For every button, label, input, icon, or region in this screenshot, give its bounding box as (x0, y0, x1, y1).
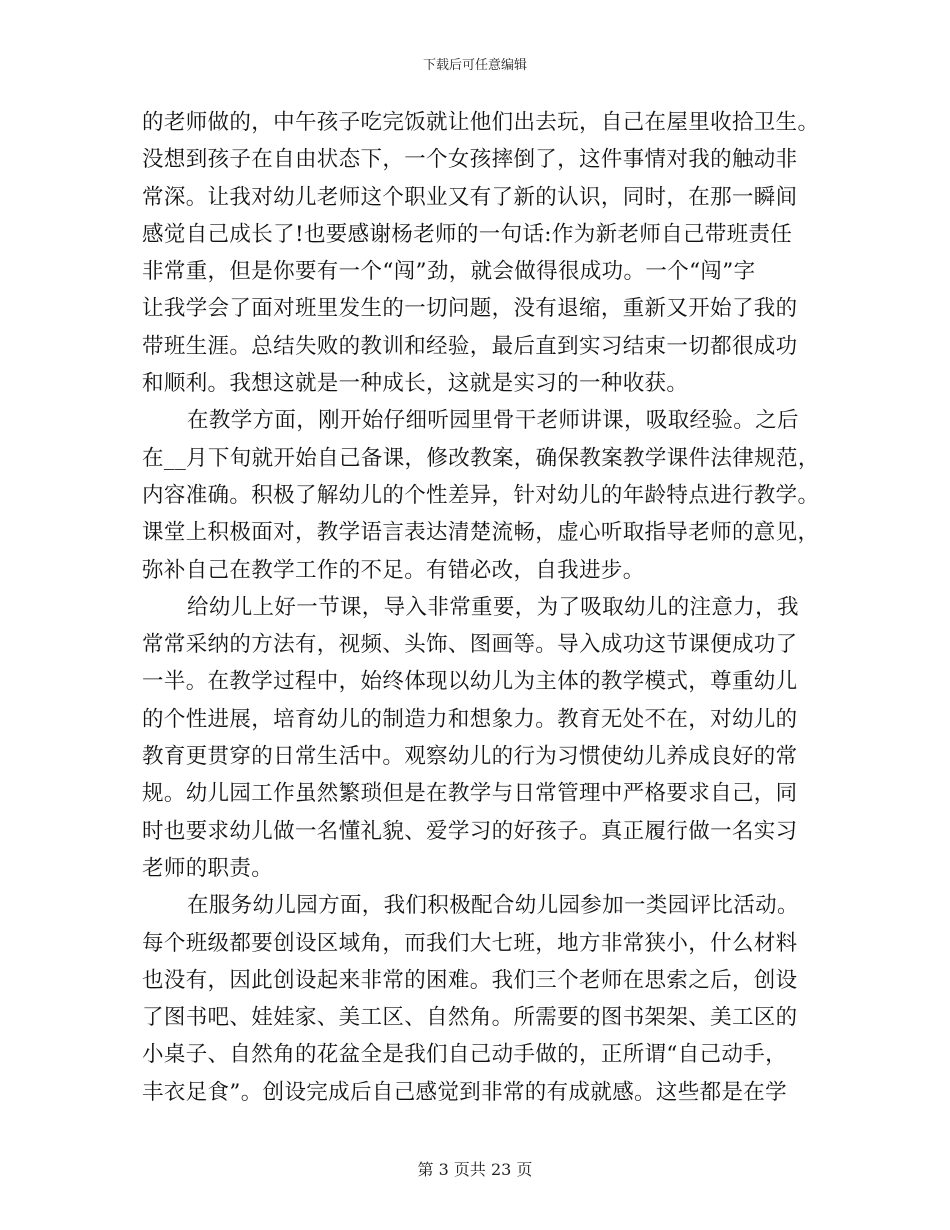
page-footer: 第 3 页共 23 页 (417, 1160, 533, 1179)
text-line: 带班生涯。总结失败的教训和经验，最后直到实习结束一切都很成功 (142, 333, 798, 359)
text-line: 和顺利。我想这就是一种成长，这就是实习的一种收获。 (142, 371, 689, 397)
text-line: 丰衣足食”。创设完成后自己感觉到非常的有成就感。这些都是在学 (142, 1079, 787, 1105)
text-line: 每个班级都要创设区域角，而我们大七班，地方非常狭小，什么材料 (142, 930, 798, 956)
paragraph-first-line: 在服务幼儿园方面，我们积极配合幼儿园参加一类园评比活动。 (187, 893, 799, 919)
text-line: 了图书吧、娃娃家、美工区、自然角。所需要的图书架架、美工区的 (142, 1005, 798, 1031)
text-line: 感觉自己成长了!也要感谢杨老师的一句话:作为新老师自己带班责任 (142, 221, 793, 247)
document-body (142, 104, 820, 1111)
text-line: 教育更贯穿的日常生活中。观察幼儿的行为习惯使幼儿养成良好的常 (142, 744, 798, 770)
text-line: 的个性进展，培育幼儿的制造力和想象力。教育无处不在，对幼儿的 (142, 706, 798, 732)
text-line: 的老师做的，中午孩子吃完饭就让他们出去玩，自己在屋里收拾卫生。 (142, 110, 820, 135)
paragraph-first-line: 在教学方面，刚开始仔细听园里骨干老师讲课，吸取经验。之后 (187, 408, 799, 434)
text-line: 在__月下旬就开始自己备课，修改教案，确保教案教学课件法律规范， (142, 445, 820, 471)
text-line: 老师的职责。 (142, 855, 274, 881)
text-line: 常深。让我对幼儿老师这个职业又有了新的认识，同时，在那一瞬间 (142, 184, 798, 210)
text-line: 常常采纳的方法有，视频、头饰、图画等。导入成功这节课便成功了 (142, 632, 798, 658)
text-line: 一半。在教学过程中，始终体现以幼儿为主体的教学模式，尊重幼儿 (142, 669, 798, 695)
text-line: 小桌子、自然角的花盆全是我们自己动手做的，正所谓“自己动手， (142, 1042, 787, 1068)
page-header: 下载后可任意编辑 (422, 58, 527, 73)
text-line: 时也要求幼儿做一名懂礼貌、爱学习的好孩子。真正履行做一名实习 (142, 818, 798, 844)
text-line: 没想到孩子在自由状态下，一个女孩摔倒了，这件事情对我的触动非 (142, 147, 798, 173)
text-line: 非常重，但是你要有一个“闯”劲，就会做得很成功。一个“闯”字 (142, 259, 756, 285)
text-line: 内容准确。积极了解幼儿的个性差异，针对幼儿的年龄特点进行教学。 (142, 482, 820, 508)
text-line: 弥补自己在教学工作的不足。有错必改，自我进步。 (142, 557, 645, 583)
text-line: 规。幼儿园工作虽然繁琐但是在教学与日常管理中严格要求自己，同 (142, 781, 798, 807)
text-line: 课堂上积极面对，教学语言表达清楚流畅，虚心听取指导老师的意见， (142, 520, 820, 546)
paragraph-first-line: 给幼儿上好一节课，导入非常重要，为了吸取幼儿的注意力，我 (187, 594, 799, 620)
text-line: 让我学会了面对班里发生的一切问题，没有退缩，重新又开始了我的 (142, 296, 798, 322)
text-line: 也没有，因此创设起来非常的困难。我们三个老师在思索之后，创设 (142, 967, 798, 993)
